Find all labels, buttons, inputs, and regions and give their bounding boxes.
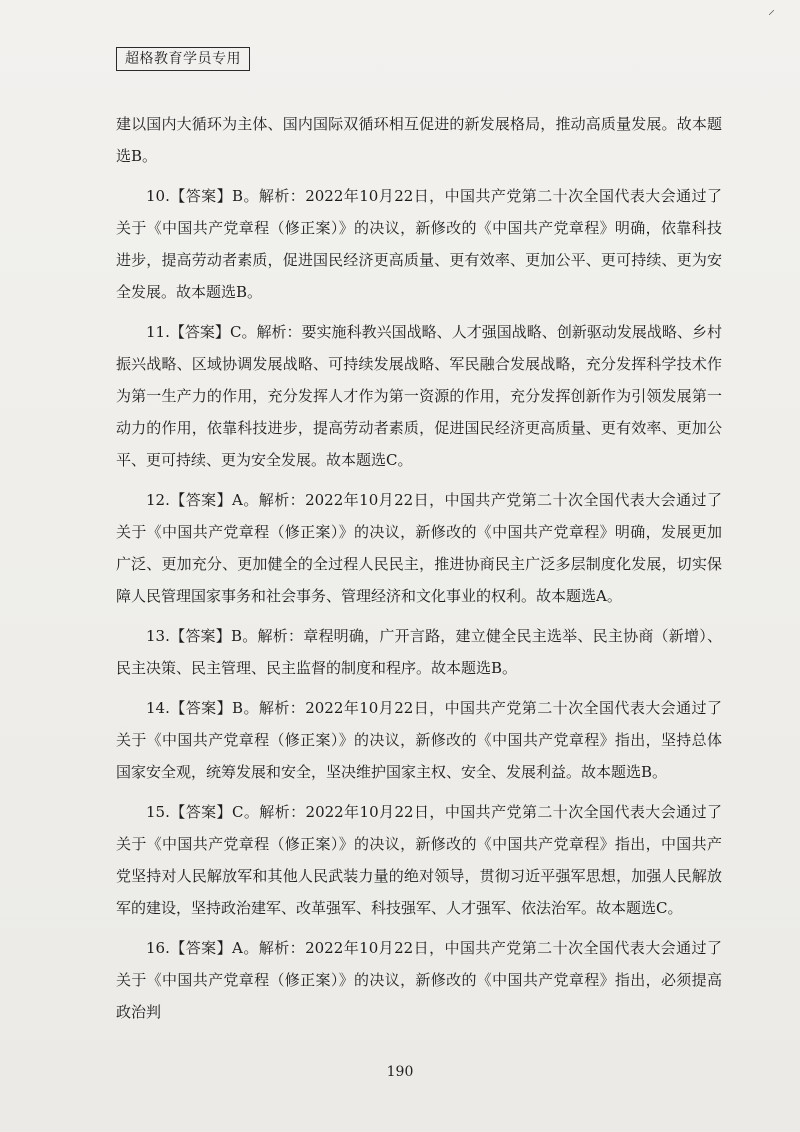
paragraph-body: 建以国内大循环为主体、国内国际双循环相互促进的新发展格局，推动高质量发展。故本题选B。: [116, 115, 722, 165]
question-number: 13.: [146, 627, 170, 645]
answer-item-15: [116, 796, 722, 924]
answer-content: [116, 108, 722, 1036]
answer-label: 【答案】A。: [169, 491, 259, 509]
paragraph-continuation: [116, 108, 722, 172]
answer-explanation: 解析：2022年10月22日，中国共产党第二十次全国代表大会通过了关于《中国共产党章程（修正案）》的决议，新修改的《中国共产党章程》指出，中国共产党坚持对人民解放军和其他人民武装力量的绝对领导，贯彻习近平强军思想，加强人民解放军的建设，坚持政治建军、改革强军、科技强军、人才强军、依法治军。故本题选C。: [116, 803, 722, 917]
answer-item-16: [116, 932, 722, 1028]
answer-explanation: 解析：2022年10月22日，中国共产党第二十次全国代表大会通过了关于《中国共产党章程（修正案）》的决议，新修改的《中国共产党章程》明确，依靠科技进步，提高劳动者素质，促进国民经济更高质量、更有效率、更加公平、更可持续、更为安全发展。故本题选B。: [116, 187, 722, 301]
answer-explanation: 解析：2022年10月22日，中国共产党第二十次全国代表大会通过了关于《中国共产党章程（修正案）》的决议，新修改的《中国共产党章程》指出，必须提高政治判: [116, 939, 722, 1021]
question-number: 14.: [146, 699, 170, 717]
page-corner-mark-icon: ⸝: [768, 2, 775, 18]
answer-label: 【答案】B。: [169, 699, 259, 717]
answer-item-11: [116, 316, 722, 476]
answer-label: 【答案】C。: [169, 323, 257, 341]
answer-explanation: 解析：章程明确，广开言路，建立健全民主选举、民主协商（新增）、民主决策、民主管理、民主监督的制度和程序。故本题选B。: [116, 627, 722, 677]
answer-explanation: 解析：2022年10月22日，中国共产党第二十次全国代表大会通过了关于《中国共产党章程（修正案）》的决议，新修改的《中国共产党章程》指出，坚持总体国家安全观，统筹发展和安全，坚决维护国家主权、安全、发展利益。故本题选B。: [116, 699, 722, 781]
answer-label: 【答案】B。: [169, 187, 259, 205]
answer-explanation: 解析：要实施科教兴国战略、人才强国战略、创新驱动发展战略、乡村振兴战略、区域协调发展战略、可持续发展战略、军民融合发展战略，充分发挥科学技术作为第一生产力的作用，充分发挥人才作为第一资源的作用，充分发挥创新作为引领发展第一动力的作用，依靠科技进步，提高劳动者素质，促进国民经济更高质量、更有效率、更加公平、更可持续、更为安全发展。故本题选C。: [116, 323, 722, 469]
answer-item-12: [116, 484, 722, 612]
question-number: 16.: [146, 939, 170, 957]
question-number: 11.: [146, 323, 170, 341]
header-label-box: 超格教育学员专用: [116, 47, 250, 71]
answer-item-13: [116, 620, 722, 684]
answer-label: 【答案】C。: [169, 803, 260, 821]
question-number: 15.: [146, 803, 170, 821]
answer-item-14: [116, 692, 722, 788]
question-number: 12.: [146, 491, 170, 509]
page-number: 190: [386, 1064, 414, 1080]
answer-label: 【答案】A。: [169, 939, 259, 957]
question-number: 10.: [146, 187, 170, 205]
answer-item-10: [116, 180, 722, 308]
answer-label: 【答案】B。: [169, 627, 258, 645]
answer-explanation: 解析：2022年10月22日，中国共产党第二十次全国代表大会通过了关于《中国共产党章程（修正案）》的决议，新修改的《中国共产党章程》明确，发展更加广泛、更加充分、更加健全的全过程人民民主，推进协商民主广泛多层制度化发展，切实保障人民管理国家事务和社会事务、管理经济和文化事业的权利。故本题选A。: [116, 491, 722, 605]
